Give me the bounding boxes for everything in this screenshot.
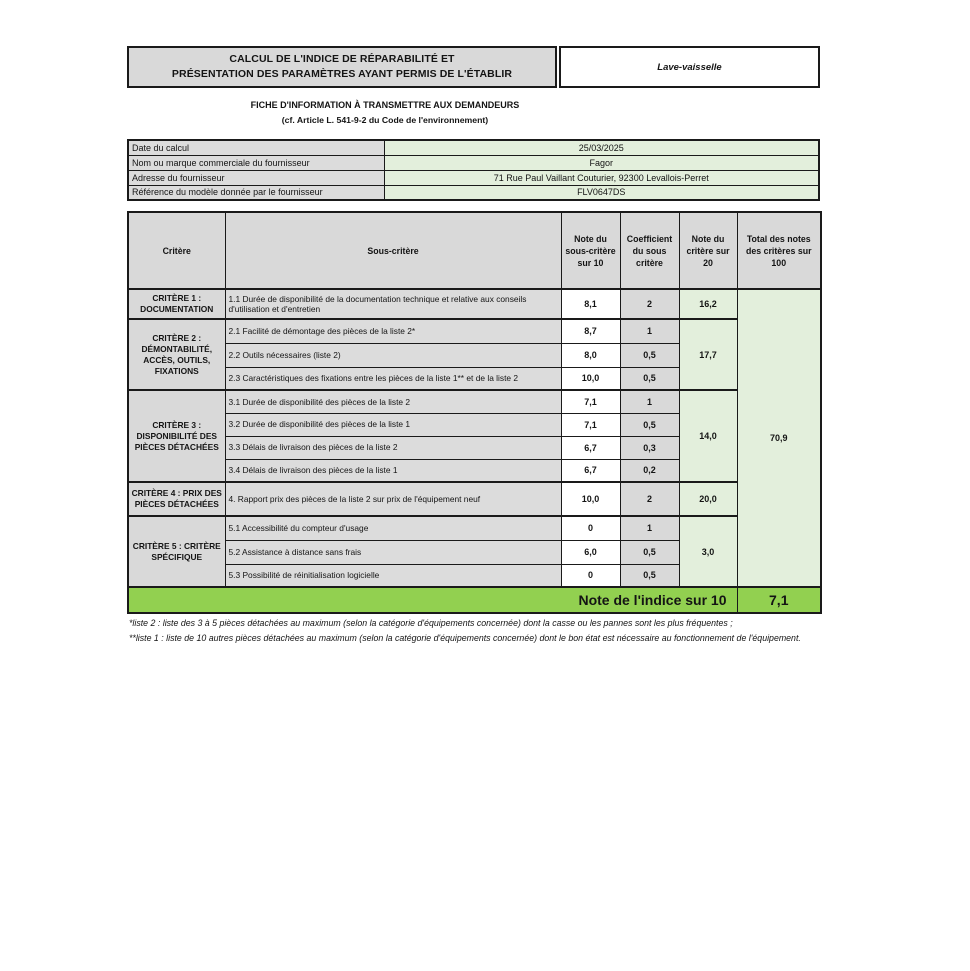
coeff-5-1: 1 bbox=[620, 516, 679, 540]
note20-criterion-1: 16,2 bbox=[679, 289, 737, 319]
sub-criterion-5-3: 5.3 Possibilité de réinitialisation logicielle bbox=[225, 564, 561, 587]
criteria-table-header-row bbox=[128, 212, 821, 289]
criteria-table bbox=[127, 211, 822, 614]
col-header-critere: Critère bbox=[128, 212, 225, 289]
product-category-label: Lave-vaisselle bbox=[657, 61, 722, 73]
note10-5-1: 0 bbox=[561, 516, 620, 540]
criterion-4-name: CRITÈRE 4 : PRIX DES PIÈCES DÉTACHÉES bbox=[128, 482, 225, 516]
info-value-model: FLV0647DS bbox=[384, 185, 819, 200]
footnote-liste-1: **liste 1 : liste de 10 autres pièces détachées au maximum (selon la catégorie d'équipements concernée) dont le bon état est nécessaire au fonctionnement de l'équipement. bbox=[129, 632, 801, 643]
subheader-line1: FICHE D'INFORMATION À TRANSMETTRE AUX DEMANDEURS bbox=[250, 100, 520, 110]
coeff-3-2: 0,5 bbox=[620, 413, 679, 436]
info-label-model: Référence du modèle donnée par le fournisseur bbox=[128, 185, 384, 200]
note10-1-1: 8,1 bbox=[561, 289, 620, 319]
title-band bbox=[127, 46, 820, 88]
note10-3-2: 7,1 bbox=[561, 413, 620, 436]
info-row-date bbox=[128, 140, 819, 155]
table-row bbox=[128, 390, 821, 413]
note10-2-1: 8,7 bbox=[561, 319, 620, 343]
footnotes-block bbox=[129, 616, 821, 645]
criterion-2-name: CRITÈRE 2 : DÉMONTABILITÉ, ACCÈS, OUTILS, FIXATIONS bbox=[128, 319, 225, 390]
sub-criterion-2-3: 2.3 Caractéristiques des fixations entre les pièces de la liste 1** et de la liste 2 bbox=[225, 367, 561, 390]
coeff-5-2: 0,5 bbox=[620, 540, 679, 564]
note20-criterion-4: 20,0 bbox=[679, 482, 737, 516]
final-index-value: 7,1 bbox=[737, 587, 821, 613]
info-value-brand: Fagor bbox=[384, 155, 819, 170]
coeff-2-3: 0,5 bbox=[620, 367, 679, 390]
criterion-1-name: CRITÈRE 1 : DOCUMENTATION bbox=[128, 289, 225, 319]
final-index-row bbox=[128, 587, 821, 613]
coeff-4: 2 bbox=[620, 482, 679, 516]
note20-criterion-5: 3,0 bbox=[679, 516, 737, 587]
note10-2-2: 8,0 bbox=[561, 343, 620, 367]
sub-criterion-3-4: 3.4 Délais de livraison des pièces de la liste 1 bbox=[225, 459, 561, 482]
info-row-brand bbox=[128, 155, 819, 170]
sub-criterion-4: 4. Rapport prix des pièces de la liste 2 sur prix de l'équipement neuf bbox=[225, 482, 561, 516]
note10-5-3: 0 bbox=[561, 564, 620, 587]
note10-2-3: 10,0 bbox=[561, 367, 620, 390]
coeff-3-1: 1 bbox=[620, 390, 679, 413]
subheader-block bbox=[127, 100, 643, 125]
info-label-date: Date du calcul bbox=[128, 140, 384, 155]
coeff-2-1: 1 bbox=[620, 319, 679, 343]
table-row bbox=[128, 482, 821, 516]
coeff-5-3: 0,5 bbox=[620, 564, 679, 587]
sub-criterion-3-2: 3.2 Durée de disponibilité des pièces de la liste 1 bbox=[225, 413, 561, 436]
document-title-line2: PRÉSENTATION DES PARAMÈTRES AYANT PERMIS DE L'ÉTABLIR bbox=[171, 68, 513, 80]
info-row-model bbox=[128, 185, 819, 200]
product-category-box bbox=[559, 46, 820, 88]
note20-criterion-3: 14,0 bbox=[679, 390, 737, 482]
table-row bbox=[128, 289, 821, 319]
total-score-100: 70,9 bbox=[737, 289, 821, 587]
col-header-coefficient: Coefficient du sous critère bbox=[620, 212, 679, 289]
col-header-note-sous-critere: Note du sous-critère sur 10 bbox=[561, 212, 620, 289]
table-row bbox=[128, 516, 821, 540]
sub-criterion-2-2: 2.2 Outils nécessaires (liste 2) bbox=[225, 343, 561, 367]
note10-3-1: 7,1 bbox=[561, 390, 620, 413]
criterion-3-name: CRITÈRE 3 : DISPONIBILITÉ DES PIÈCES DÉTACHÉES bbox=[128, 390, 225, 482]
document-title-line1: CALCUL DE L'INDICE DE RÉPARABILITÉ ET bbox=[229, 53, 455, 65]
col-header-total-100: Total des notes des critères sur 100 bbox=[737, 212, 821, 289]
sub-criterion-2-1: 2.1 Facilité de démontage des pièces de la liste 2* bbox=[225, 319, 561, 343]
footnote-liste-2: *liste 2 : liste des 3 à 5 pièces détachées au maximum (selon la catégorie d'équipements concernée) dont la casse ou les pannes sont les plus fréquentes ; bbox=[129, 618, 733, 628]
final-index-label: Note de l'indice sur 10 bbox=[128, 587, 737, 613]
info-value-date: 25/03/2025 bbox=[384, 140, 819, 155]
note10-5-2: 6,0 bbox=[561, 540, 620, 564]
info-label-brand: Nom ou marque commerciale du fournisseur bbox=[128, 155, 384, 170]
sub-criterion-3-3: 3.3 Délais de livraison des pièces de la liste 2 bbox=[225, 436, 561, 459]
subheader-line2: (cf. Article L. 541-9-2 du Code de l'environnement) bbox=[281, 115, 489, 125]
coeff-2-2: 0,5 bbox=[620, 343, 679, 367]
note10-4: 10,0 bbox=[561, 482, 620, 516]
document-title-box bbox=[127, 46, 557, 88]
note10-3-3: 6,7 bbox=[561, 436, 620, 459]
info-row-address bbox=[128, 170, 819, 185]
coeff-3-3: 0,3 bbox=[620, 436, 679, 459]
col-header-note-critere-20: Note du critère sur 20 bbox=[679, 212, 737, 289]
coeff-1-1: 2 bbox=[620, 289, 679, 319]
sub-criterion-5-1: 5.1 Accessibilité du compteur d'usage bbox=[225, 516, 561, 540]
info-value-address: 71 Rue Paul Vaillant Couturier, 92300 Levallois-Perret bbox=[384, 170, 819, 185]
table-row bbox=[128, 319, 821, 343]
note10-3-4: 6,7 bbox=[561, 459, 620, 482]
sub-criterion-5-2: 5.2 Assistance à distance sans frais bbox=[225, 540, 561, 564]
coeff-3-4: 0,2 bbox=[620, 459, 679, 482]
col-header-sous-critere: Sous-critère bbox=[225, 212, 561, 289]
sub-criterion-3-1: 3.1 Durée de disponibilité des pièces de la liste 2 bbox=[225, 390, 561, 413]
note20-criterion-2: 17,7 bbox=[679, 319, 737, 390]
sub-criterion-1-1: 1.1 Durée de disponibilité de la documentation technique et relative aux conseils d'utilisation et d'entretien bbox=[225, 289, 561, 319]
supplier-info-table bbox=[127, 139, 820, 201]
info-label-address: Adresse du fournisseur bbox=[128, 170, 384, 185]
criterion-5-name: CRITÈRE 5 : CRITÈRE SPÉCIFIQUE bbox=[128, 516, 225, 587]
